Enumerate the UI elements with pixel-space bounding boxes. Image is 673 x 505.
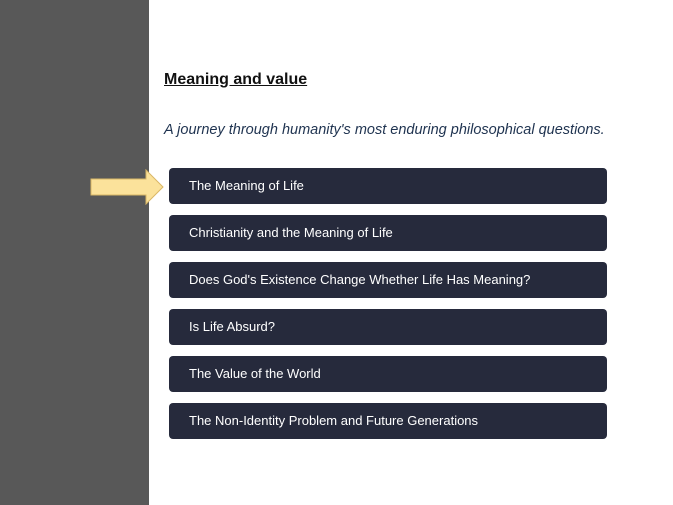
menu-item-christianity-meaning-of-life[interactable]: Christianity and the Meaning of Life: [169, 215, 607, 251]
menu-item-non-identity-problem[interactable]: The Non-Identity Problem and Future Generations: [169, 403, 607, 439]
chapter-menu: [169, 168, 607, 450]
right-arrow-icon: [90, 169, 164, 205]
menu-item-meaning-of-life[interactable]: The Meaning of Life: [169, 168, 607, 204]
page-subtitle: A journey through humanity's most enduring philosophical questions.: [164, 122, 605, 138]
sidebar: [0, 0, 149, 505]
menu-item-gods-existence[interactable]: Does God's Existence Change Whether Life Has Meaning?: [169, 262, 607, 298]
menu-item-is-life-absurd[interactable]: Is Life Absurd?: [169, 309, 607, 345]
menu-item-value-of-the-world[interactable]: The Value of the World: [169, 356, 607, 392]
page-title: Meaning and value: [164, 71, 308, 88]
